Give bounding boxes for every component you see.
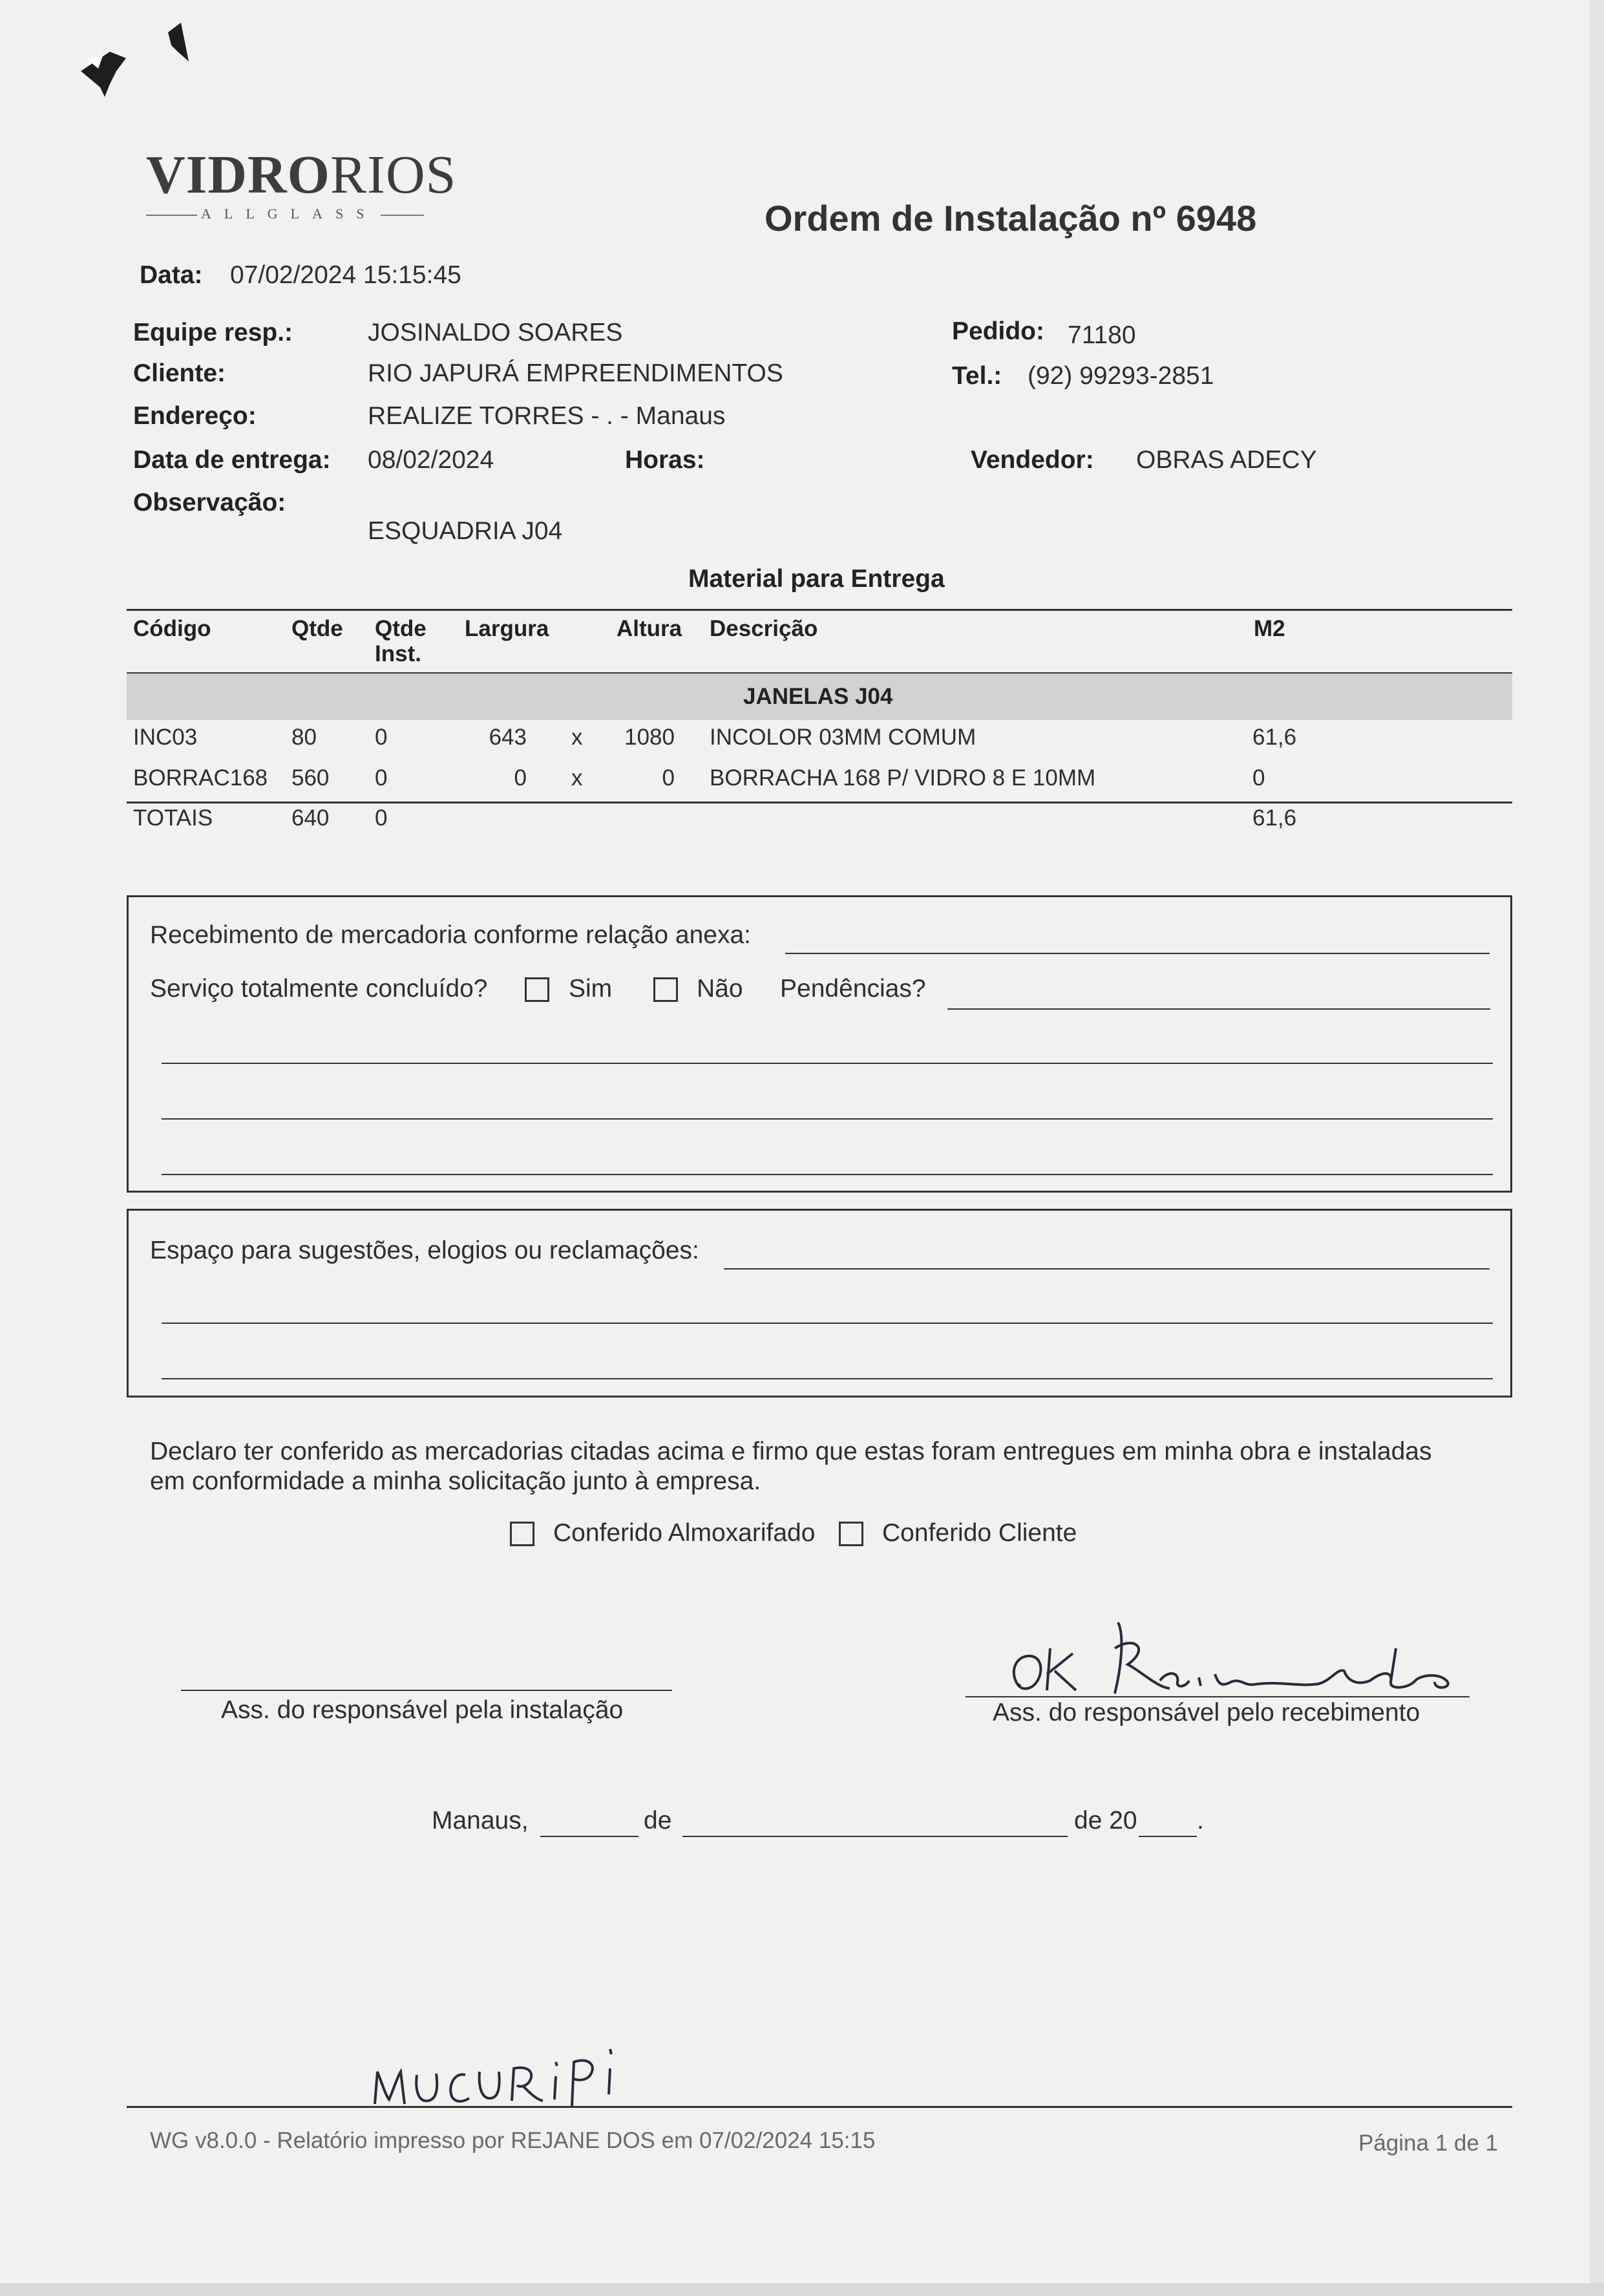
group-title: JANELAS J04 [743, 684, 893, 709]
servico-label: Serviço totalmente concluído? [150, 975, 488, 1003]
paper-edge-shadow [1590, 0, 1604, 2296]
declaration-line-2: em conformidade a minha solicitação junto à empresa. [150, 1467, 761, 1495]
signature-label-recebimento: Ass. do responsável pelo recebimento [993, 1699, 1420, 1727]
data-value: 07/02/2024 15:15:45 [230, 261, 461, 289]
company-logo [146, 144, 456, 206]
row2-altura: 0 [662, 765, 675, 791]
pedido-value: 71180 [1068, 321, 1136, 349]
vendedor-value: OBRAS ADECY [1136, 446, 1317, 474]
receipt-line-2[interactable] [162, 1118, 1493, 1120]
handwritten-note [368, 2043, 627, 2114]
suggestions-line-2[interactable] [162, 1323, 1493, 1324]
observacao-label: Observação: [133, 489, 286, 516]
month-fill-line[interactable] [682, 1836, 1068, 1837]
city-label: Manaus, [432, 1807, 529, 1834]
signature-line-instalacao[interactable] [181, 1690, 672, 1691]
col-qtde-inst-2: Inst. [375, 641, 421, 666]
equipe-value: JOSINALDO SOARES [368, 319, 623, 346]
row1-qtde-inst: 0 [375, 725, 388, 750]
pedido-label: Pedido: [952, 317, 1044, 345]
logo-light-text: RIOS [330, 145, 457, 205]
row1-m2: 61,6 [1252, 725, 1297, 750]
cliente-label: Cliente: [133, 359, 226, 387]
pendencias-fill-line[interactable] [947, 1008, 1490, 1010]
equipe-label: Equipe resp.: [133, 319, 293, 346]
footer-report-info: WG v8.0.0 - Relatório impresso por REJANE DOS em 07/02/2024 15:15 [150, 2128, 876, 2153]
vendedor-label: Vendedor: [971, 446, 1094, 474]
horas-label: Horas: [625, 446, 705, 474]
observacao-value: ESQUADRIA J04 [368, 517, 563, 545]
col-qtde-inst: Qtde [375, 616, 427, 641]
de-label-1: de [644, 1807, 672, 1834]
totals-label: TOTAIS [133, 805, 213, 831]
sim-label: Sim [569, 975, 613, 1003]
recebimento-fill-line[interactable] [785, 953, 1490, 954]
totals-m2: 61,6 [1252, 805, 1297, 831]
row2-codigo: BORRAC168 [133, 765, 268, 791]
table-top-rule [127, 609, 1512, 611]
col-m2: M2 [1254, 616, 1285, 641]
suggestions-label: Espaço para sugestões, elogios ou reclamações: [150, 1237, 699, 1264]
col-descricao: Descrição [710, 616, 818, 641]
footer-rule [127, 2106, 1512, 2108]
cliente-checkbox[interactable] [839, 1522, 863, 1546]
row2-x: x [571, 765, 583, 791]
punch-hole-marks [65, 13, 213, 129]
date-period: . [1197, 1807, 1204, 1834]
sim-checkbox[interactable] [525, 977, 549, 1002]
page-title: Ordem de Instalação nº 6948 [765, 198, 1257, 239]
col-codigo: Código [133, 616, 211, 641]
col-largura: Largura [465, 616, 549, 641]
receipt-line-1[interactable] [162, 1063, 1493, 1064]
row2-largura: 0 [514, 765, 527, 791]
day-fill-line[interactable] [540, 1836, 638, 1837]
col-altura: Altura [617, 616, 682, 641]
totals-qtde: 640 [291, 805, 330, 831]
logo-bold-text: VIDRO [146, 145, 331, 205]
tel-label: Tel.: [952, 362, 1002, 390]
row1-qtde: 80 [291, 725, 317, 750]
receipt-line-3[interactable] [162, 1174, 1493, 1175]
row1-codigo: INC03 [133, 725, 198, 750]
almoxarifado-label: Conferido Almoxarifado [553, 1519, 816, 1547]
row1-altura: 1080 [624, 725, 675, 750]
row1-largura: 643 [489, 725, 527, 750]
row2-qtde-inst: 0 [375, 765, 388, 791]
endereco-value: REALIZE TORRES - . - Manaus [368, 402, 726, 430]
recebimento-label: Recebimento de mercadoria conforme relação anexa: [150, 921, 752, 949]
logo-subtitle: ALLGLASS [197, 206, 381, 222]
row1-x: x [571, 725, 583, 750]
tel-value: (92) 99293-2851 [1028, 362, 1214, 390]
nao-checkbox[interactable] [653, 977, 678, 1002]
pendencias-label: Pendências? [780, 975, 926, 1003]
col-qtde: Qtde [291, 616, 343, 641]
declaration-line-1: Declaro ter conferido as mercadorias citadas acima e firmo que estas foram entregues em minha obra e instaladas [150, 1438, 1432, 1465]
row2-m2: 0 [1252, 765, 1265, 791]
totals-qtde-inst: 0 [375, 805, 388, 831]
row2-descricao: BORRACHA 168 P/ VIDRO 8 E 10MM [710, 765, 1096, 791]
footer-page-number: Página 1 de 1 [1358, 2131, 1499, 2156]
cliente-value: RIO JAPURÁ EMPREENDIMENTOS [368, 359, 783, 387]
signature-label-instalacao: Ass. do responsável pela instalação [221, 1696, 624, 1724]
data-label: Data: [140, 261, 203, 289]
entrega-value: 08/02/2024 [368, 446, 494, 474]
suggestions-line-3[interactable] [162, 1378, 1493, 1379]
row2-qtde: 560 [291, 765, 330, 791]
cliente-conferido-label: Conferido Cliente [882, 1519, 1077, 1547]
nao-label: Não [697, 975, 743, 1003]
row1-descricao: INCOLOR 03MM COMUM [710, 725, 976, 750]
almoxarifado-checkbox[interactable] [510, 1522, 534, 1546]
suggestions-fill-line[interactable] [724, 1268, 1490, 1270]
de-label-2: de 20 [1074, 1807, 1137, 1834]
materials-section-title: Material para Entrega [688, 565, 945, 593]
totals-rule [127, 802, 1512, 803]
year-fill-line[interactable] [1139, 1836, 1197, 1837]
paper-bottom-edge [0, 2283, 1604, 2296]
handwritten-signature [995, 1610, 1486, 1706]
endereco-label: Endereço: [133, 402, 257, 430]
entrega-label: Data de entrega: [133, 446, 331, 474]
